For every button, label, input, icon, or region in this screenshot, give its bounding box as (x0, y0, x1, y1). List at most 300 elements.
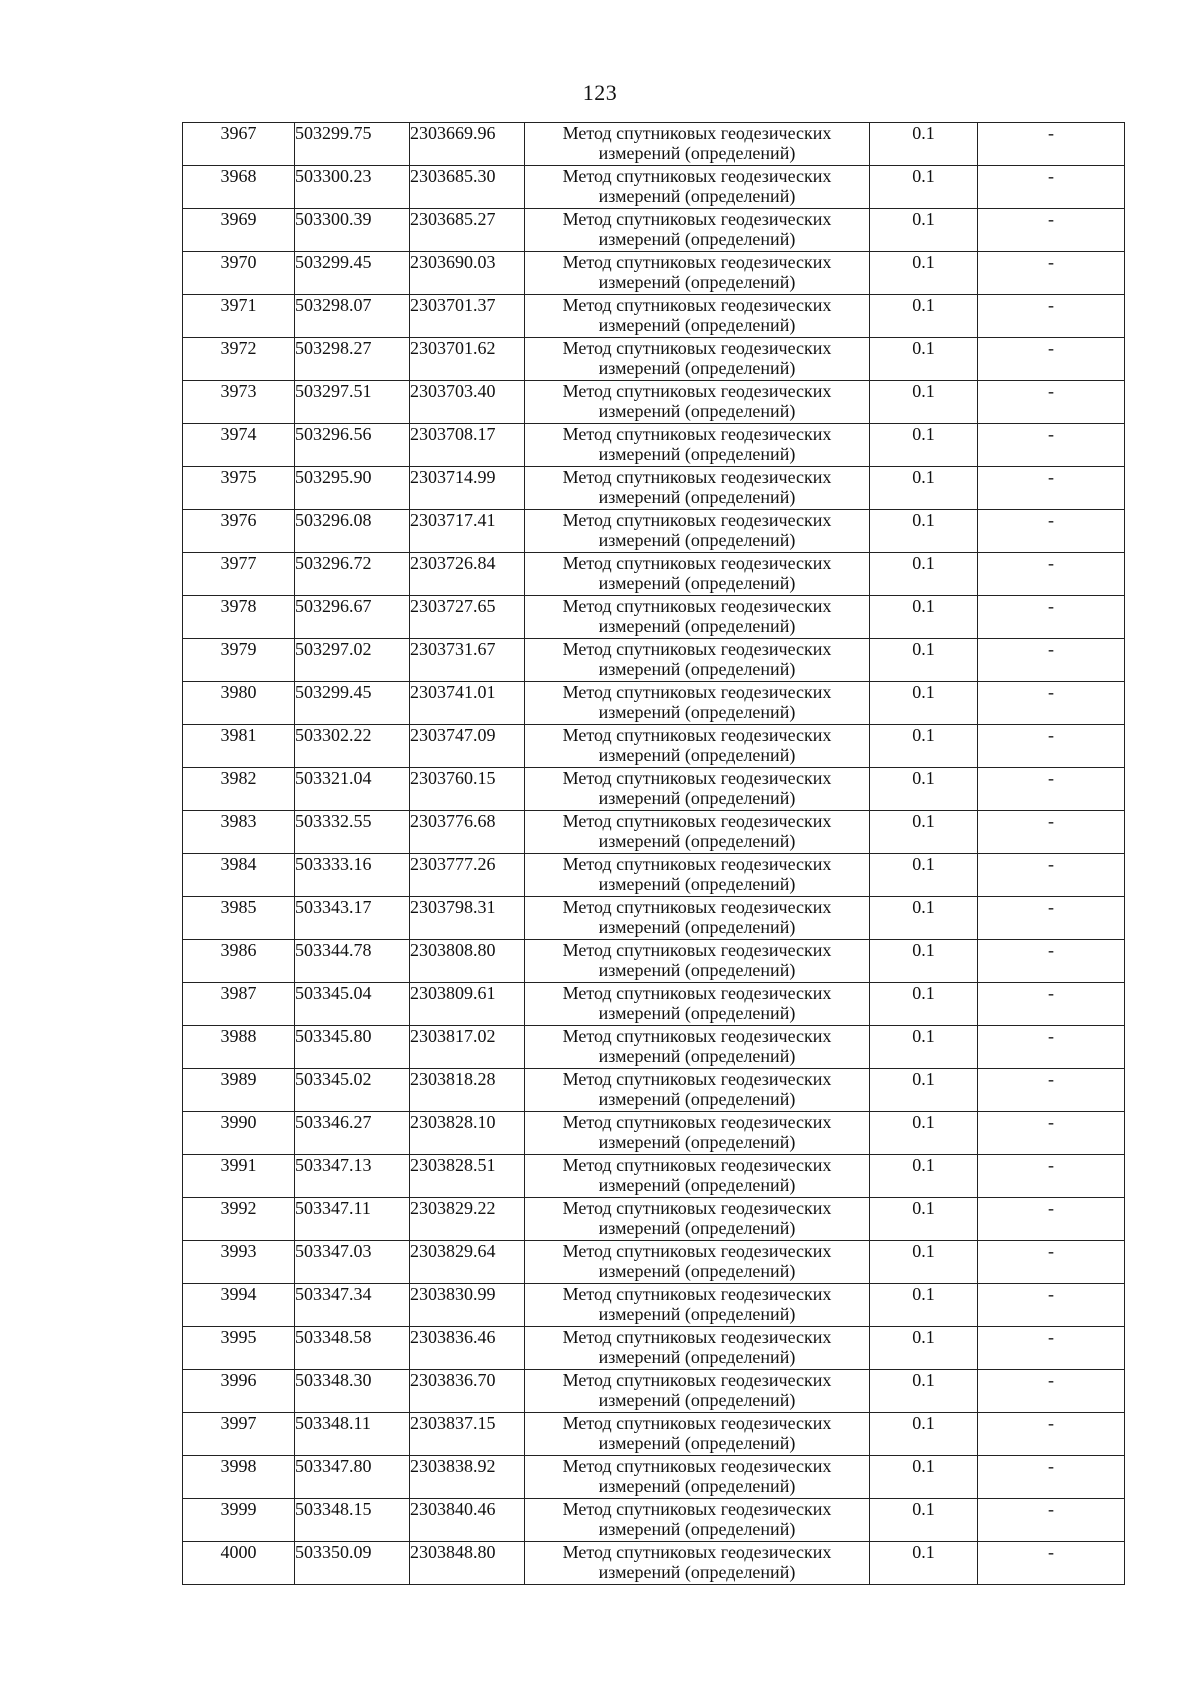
x-coordinate-cell: 503348.15 (295, 1499, 410, 1542)
method-cell (525, 1241, 870, 1284)
method-cell (525, 682, 870, 725)
x-coordinate-cell: 503321.04 (295, 768, 410, 811)
table-row (183, 897, 1125, 940)
method-line-2: измерений (определений) (598, 702, 796, 722)
x-coordinate-cell: 503296.08 (295, 510, 410, 553)
note-cell: - (978, 854, 1125, 897)
method-line-1: Метод спутниковых геодезических (562, 854, 832, 874)
coordinates-table (182, 122, 1125, 1585)
method-line-1: Метод спутниковых геодезических (562, 1413, 832, 1433)
method-line-1: Метод спутниковых геодезических (562, 1284, 832, 1304)
accuracy-cell: 0.1 (870, 1155, 978, 1198)
method-line-1: Метод спутниковых геодезических (562, 123, 832, 143)
method-line-2: измерений (определений) (598, 1304, 796, 1324)
note-cell: - (978, 553, 1125, 596)
y-coordinate-cell: 2303829.22 (410, 1198, 525, 1241)
table-row (183, 1069, 1125, 1112)
point-number-cell: 3992 (183, 1198, 295, 1241)
method-line-1: Метод спутниковых геодезических (562, 768, 832, 788)
note-cell: - (978, 209, 1125, 252)
y-coordinate-cell: 2303817.02 (410, 1026, 525, 1069)
accuracy-cell: 0.1 (870, 295, 978, 338)
point-number-cell: 3987 (183, 983, 295, 1026)
method-line-2: измерений (определений) (598, 831, 796, 851)
method-line-1: Метод спутниковых геодезических (562, 1327, 832, 1347)
y-coordinate-cell: 2303818.28 (410, 1069, 525, 1112)
method-cell (525, 467, 870, 510)
x-coordinate-cell: 503302.22 (295, 725, 410, 768)
table-row (183, 467, 1125, 510)
method-line-1: Метод спутниковых геодезических (562, 1542, 832, 1562)
method-line-1: Метод спутниковых геодезических (562, 424, 832, 444)
note-cell: - (978, 1499, 1125, 1542)
method-line-2: измерений (определений) (598, 960, 796, 980)
accuracy-cell: 0.1 (870, 1456, 978, 1499)
table-row (183, 424, 1125, 467)
point-number-cell: 3994 (183, 1284, 295, 1327)
y-coordinate-cell: 2303836.70 (410, 1370, 525, 1413)
accuracy-cell: 0.1 (870, 1284, 978, 1327)
table-row (183, 596, 1125, 639)
y-coordinate-cell: 2303840.46 (410, 1499, 525, 1542)
table-row (183, 1413, 1125, 1456)
accuracy-cell: 0.1 (870, 123, 978, 166)
point-number-cell: 3969 (183, 209, 295, 252)
method-line-2: измерений (определений) (598, 745, 796, 765)
method-line-2: измерений (определений) (598, 1562, 796, 1582)
method-cell (525, 596, 870, 639)
method-cell (525, 725, 870, 768)
y-coordinate-cell: 2303669.96 (410, 123, 525, 166)
x-coordinate-cell: 503345.04 (295, 983, 410, 1026)
note-cell: - (978, 725, 1125, 768)
table-row (183, 1241, 1125, 1284)
point-number-cell: 3999 (183, 1499, 295, 1542)
note-cell: - (978, 295, 1125, 338)
method-line-1: Метод спутниковых геодезических (562, 1198, 832, 1218)
method-cell (525, 1198, 870, 1241)
table-row (183, 510, 1125, 553)
table-row (183, 1284, 1125, 1327)
point-number-cell: 3995 (183, 1327, 295, 1370)
table-row (183, 725, 1125, 768)
table-row (183, 123, 1125, 166)
note-cell: - (978, 1542, 1125, 1585)
y-coordinate-cell: 2303760.15 (410, 768, 525, 811)
note-cell: - (978, 510, 1125, 553)
table-row (183, 1155, 1125, 1198)
table-row (183, 1542, 1125, 1585)
method-line-2: измерений (определений) (598, 229, 796, 249)
method-line-1: Метод спутниковых геодезических (562, 983, 832, 1003)
method-cell (525, 510, 870, 553)
method-line-1: Метод спутниковых геодезических (562, 553, 832, 573)
point-number-cell: 3984 (183, 854, 295, 897)
point-number-cell: 3998 (183, 1456, 295, 1499)
point-number-cell: 3989 (183, 1069, 295, 1112)
method-cell (525, 1284, 870, 1327)
x-coordinate-cell: 503347.03 (295, 1241, 410, 1284)
x-coordinate-cell: 503347.80 (295, 1456, 410, 1499)
point-number-cell: 3971 (183, 295, 295, 338)
note-cell: - (978, 983, 1125, 1026)
method-line-1: Метод спутниковых геодезических (562, 897, 832, 917)
x-coordinate-cell: 503299.75 (295, 123, 410, 166)
method-cell (525, 424, 870, 467)
method-line-2: измерений (определений) (598, 1089, 796, 1109)
point-number-cell: 3976 (183, 510, 295, 553)
method-cell (525, 1456, 870, 1499)
note-cell: - (978, 1456, 1125, 1499)
method-line-1: Метод спутниковых геодезических (562, 166, 832, 186)
x-coordinate-cell: 503333.16 (295, 854, 410, 897)
point-number-cell: 3980 (183, 682, 295, 725)
method-cell (525, 811, 870, 854)
method-line-1: Метод спутниковых геодезических (562, 725, 832, 745)
note-cell: - (978, 940, 1125, 983)
note-cell: - (978, 123, 1125, 166)
accuracy-cell: 0.1 (870, 510, 978, 553)
method-cell (525, 1413, 870, 1456)
x-coordinate-cell: 503295.90 (295, 467, 410, 510)
x-coordinate-cell: 503348.58 (295, 1327, 410, 1370)
method-cell (525, 252, 870, 295)
method-line-1: Метод спутниковых геодезических (562, 381, 832, 401)
x-coordinate-cell: 503296.67 (295, 596, 410, 639)
method-line-2: измерений (определений) (598, 1476, 796, 1496)
note-cell: - (978, 1155, 1125, 1198)
method-line-2: измерений (определений) (598, 1132, 796, 1152)
accuracy-cell: 0.1 (870, 811, 978, 854)
table-row (183, 166, 1125, 209)
method-line-1: Метод спутниковых геодезических (562, 682, 832, 702)
point-number-cell: 3970 (183, 252, 295, 295)
accuracy-cell: 0.1 (870, 1198, 978, 1241)
y-coordinate-cell: 2303717.41 (410, 510, 525, 553)
y-coordinate-cell: 2303708.17 (410, 424, 525, 467)
table-row (183, 553, 1125, 596)
point-number-cell: 3988 (183, 1026, 295, 1069)
y-coordinate-cell: 2303726.84 (410, 553, 525, 596)
accuracy-cell: 0.1 (870, 467, 978, 510)
method-line-2: измерений (определений) (598, 1261, 796, 1281)
x-coordinate-cell: 503350.09 (295, 1542, 410, 1585)
method-line-2: измерений (определений) (598, 1046, 796, 1066)
point-number-cell: 3979 (183, 639, 295, 682)
note-cell: - (978, 166, 1125, 209)
method-line-2: измерений (определений) (598, 272, 796, 292)
method-line-2: измерений (определений) (598, 917, 796, 937)
table-row (183, 682, 1125, 725)
x-coordinate-cell: 503347.34 (295, 1284, 410, 1327)
y-coordinate-cell: 2303828.10 (410, 1112, 525, 1155)
note-cell: - (978, 1198, 1125, 1241)
x-coordinate-cell: 503297.02 (295, 639, 410, 682)
x-coordinate-cell: 503299.45 (295, 252, 410, 295)
accuracy-cell: 0.1 (870, 682, 978, 725)
point-number-cell: 3986 (183, 940, 295, 983)
table-row (183, 1370, 1125, 1413)
method-cell (525, 381, 870, 424)
method-line-2: измерений (определений) (598, 444, 796, 464)
x-coordinate-cell: 503344.78 (295, 940, 410, 983)
x-coordinate-cell: 503299.45 (295, 682, 410, 725)
point-number-cell: 3968 (183, 166, 295, 209)
method-cell (525, 295, 870, 338)
y-coordinate-cell: 2303829.64 (410, 1241, 525, 1284)
note-cell: - (978, 424, 1125, 467)
accuracy-cell: 0.1 (870, 1370, 978, 1413)
y-coordinate-cell: 2303685.30 (410, 166, 525, 209)
accuracy-cell: 0.1 (870, 768, 978, 811)
table-row (183, 295, 1125, 338)
x-coordinate-cell: 503296.56 (295, 424, 410, 467)
method-line-1: Метод спутниковых геодезических (562, 1112, 832, 1132)
method-cell (525, 1542, 870, 1585)
method-line-2: измерений (определений) (598, 143, 796, 163)
method-line-2: измерений (определений) (598, 1347, 796, 1367)
note-cell: - (978, 1112, 1125, 1155)
accuracy-cell: 0.1 (870, 1241, 978, 1284)
y-coordinate-cell: 2303690.03 (410, 252, 525, 295)
x-coordinate-cell: 503297.51 (295, 381, 410, 424)
note-cell: - (978, 811, 1125, 854)
table-row (183, 252, 1125, 295)
point-number-cell: 3967 (183, 123, 295, 166)
method-line-2: измерений (определений) (598, 1218, 796, 1238)
y-coordinate-cell: 2303828.51 (410, 1155, 525, 1198)
accuracy-cell: 0.1 (870, 983, 978, 1026)
point-number-cell: 3997 (183, 1413, 295, 1456)
table-row (183, 768, 1125, 811)
method-line-2: измерений (определений) (598, 659, 796, 679)
method-line-1: Метод спутниковых геодезических (562, 510, 832, 530)
y-coordinate-cell: 2303777.26 (410, 854, 525, 897)
method-line-2: измерений (определений) (598, 1175, 796, 1195)
method-line-2: измерений (определений) (598, 358, 796, 378)
method-line-2: измерений (определений) (598, 1003, 796, 1023)
y-coordinate-cell: 2303848.80 (410, 1542, 525, 1585)
note-cell: - (978, 338, 1125, 381)
table-row (183, 1198, 1125, 1241)
note-cell: - (978, 381, 1125, 424)
y-coordinate-cell: 2303714.99 (410, 467, 525, 510)
x-coordinate-cell: 503296.72 (295, 553, 410, 596)
table-row (183, 1026, 1125, 1069)
method-line-1: Метод спутниковых геодезических (562, 940, 832, 960)
table-row (183, 639, 1125, 682)
method-cell (525, 553, 870, 596)
x-coordinate-cell: 503300.39 (295, 209, 410, 252)
y-coordinate-cell: 2303838.92 (410, 1456, 525, 1499)
point-number-cell: 4000 (183, 1542, 295, 1585)
x-coordinate-cell: 503298.27 (295, 338, 410, 381)
accuracy-cell: 0.1 (870, 381, 978, 424)
table-row (183, 209, 1125, 252)
note-cell: - (978, 596, 1125, 639)
point-number-cell: 3982 (183, 768, 295, 811)
note-cell: - (978, 252, 1125, 295)
x-coordinate-cell: 503300.23 (295, 166, 410, 209)
x-coordinate-cell: 503346.27 (295, 1112, 410, 1155)
note-cell: - (978, 682, 1125, 725)
accuracy-cell: 0.1 (870, 897, 978, 940)
method-cell (525, 983, 870, 1026)
point-number-cell: 3975 (183, 467, 295, 510)
y-coordinate-cell: 2303701.62 (410, 338, 525, 381)
y-coordinate-cell: 2303701.37 (410, 295, 525, 338)
accuracy-cell: 0.1 (870, 1069, 978, 1112)
x-coordinate-cell: 503348.11 (295, 1413, 410, 1456)
method-cell (525, 1026, 870, 1069)
method-line-2: измерений (определений) (598, 401, 796, 421)
x-coordinate-cell: 503343.17 (295, 897, 410, 940)
method-line-2: измерений (определений) (598, 487, 796, 507)
point-number-cell: 3990 (183, 1112, 295, 1155)
method-line-1: Метод спутниковых геодезических (562, 1241, 832, 1261)
table-row (183, 338, 1125, 381)
y-coordinate-cell: 2303685.27 (410, 209, 525, 252)
point-number-cell: 3972 (183, 338, 295, 381)
accuracy-cell: 0.1 (870, 1499, 978, 1542)
note-cell: - (978, 1026, 1125, 1069)
page-number: 123 (582, 80, 618, 105)
point-number-cell: 3996 (183, 1370, 295, 1413)
x-coordinate-cell: 503345.02 (295, 1069, 410, 1112)
table-row (183, 1456, 1125, 1499)
method-cell (525, 209, 870, 252)
x-coordinate-cell: 503332.55 (295, 811, 410, 854)
method-line-1: Метод спутниковых геодезических (562, 1370, 832, 1390)
y-coordinate-cell: 2303798.31 (410, 897, 525, 940)
method-line-2: измерений (определений) (598, 1390, 796, 1410)
x-coordinate-cell: 503345.80 (295, 1026, 410, 1069)
accuracy-cell: 0.1 (870, 553, 978, 596)
method-line-2: измерений (определений) (598, 573, 796, 593)
accuracy-cell: 0.1 (870, 725, 978, 768)
method-line-1: Метод спутниковых геодезических (562, 209, 832, 229)
point-number-cell: 3974 (183, 424, 295, 467)
method-cell (525, 897, 870, 940)
accuracy-cell: 0.1 (870, 1327, 978, 1370)
method-line-1: Метод спутниковых геодезических (562, 1155, 832, 1175)
x-coordinate-cell: 503298.07 (295, 295, 410, 338)
method-cell (525, 166, 870, 209)
y-coordinate-cell: 2303747.09 (410, 725, 525, 768)
table-row (183, 1327, 1125, 1370)
x-coordinate-cell: 503347.11 (295, 1198, 410, 1241)
y-coordinate-cell: 2303727.65 (410, 596, 525, 639)
table-row (183, 1499, 1125, 1542)
accuracy-cell: 0.1 (870, 1112, 978, 1155)
point-number-cell: 3983 (183, 811, 295, 854)
note-cell: - (978, 639, 1125, 682)
table-row (183, 940, 1125, 983)
method-cell (525, 639, 870, 682)
note-cell: - (978, 897, 1125, 940)
method-line-2: измерений (определений) (598, 186, 796, 206)
accuracy-cell: 0.1 (870, 424, 978, 467)
note-cell: - (978, 1370, 1125, 1413)
method-line-2: измерений (определений) (598, 1433, 796, 1453)
y-coordinate-cell: 2303741.01 (410, 682, 525, 725)
method-cell (525, 123, 870, 166)
y-coordinate-cell: 2303703.40 (410, 381, 525, 424)
method-cell (525, 1112, 870, 1155)
accuracy-cell: 0.1 (870, 252, 978, 295)
note-cell: - (978, 1241, 1125, 1284)
table-row (183, 381, 1125, 424)
method-cell (525, 1327, 870, 1370)
accuracy-cell: 0.1 (870, 639, 978, 682)
point-number-cell: 3973 (183, 381, 295, 424)
method-line-2: измерений (определений) (598, 530, 796, 550)
table-row (183, 983, 1125, 1026)
y-coordinate-cell: 2303776.68 (410, 811, 525, 854)
method-cell (525, 338, 870, 381)
method-line-2: измерений (определений) (598, 616, 796, 636)
accuracy-cell: 0.1 (870, 940, 978, 983)
method-line-2: измерений (определений) (598, 315, 796, 335)
method-cell (525, 854, 870, 897)
method-cell (525, 1370, 870, 1413)
method-cell (525, 940, 870, 983)
method-line-1: Метод спутниковых геодезических (562, 295, 832, 315)
method-line-2: измерений (определений) (598, 874, 796, 894)
accuracy-cell: 0.1 (870, 1026, 978, 1069)
table-row (183, 811, 1125, 854)
accuracy-cell: 0.1 (870, 209, 978, 252)
method-cell (525, 1155, 870, 1198)
point-number-cell: 3977 (183, 553, 295, 596)
point-number-cell: 3981 (183, 725, 295, 768)
y-coordinate-cell: 2303731.67 (410, 639, 525, 682)
point-number-cell: 3991 (183, 1155, 295, 1198)
method-cell (525, 1499, 870, 1542)
y-coordinate-cell: 2303808.80 (410, 940, 525, 983)
method-line-1: Метод спутниковых геодезических (562, 1456, 832, 1476)
note-cell: - (978, 1284, 1125, 1327)
table-body (183, 123, 1125, 1585)
method-line-1: Метод спутниковых геодезических (562, 596, 832, 616)
method-line-2: измерений (определений) (598, 788, 796, 808)
accuracy-cell: 0.1 (870, 1413, 978, 1456)
method-cell (525, 768, 870, 811)
table-row (183, 854, 1125, 897)
note-cell: - (978, 1327, 1125, 1370)
method-cell (525, 1069, 870, 1112)
y-coordinate-cell: 2303809.61 (410, 983, 525, 1026)
method-line-2: измерений (определений) (598, 1519, 796, 1539)
point-number-cell: 3993 (183, 1241, 295, 1284)
table-row (183, 1112, 1125, 1155)
accuracy-cell: 0.1 (870, 166, 978, 209)
method-line-1: Метод спутниковых геодезических (562, 1499, 832, 1519)
accuracy-cell: 0.1 (870, 596, 978, 639)
x-coordinate-cell: 503348.30 (295, 1370, 410, 1413)
point-number-cell: 3985 (183, 897, 295, 940)
method-line-1: Метод спутниковых геодезических (562, 1069, 832, 1089)
method-line-1: Метод спутниковых геодезических (562, 1026, 832, 1046)
point-number-cell: 3978 (183, 596, 295, 639)
method-line-1: Метод спутниковых геодезических (562, 338, 832, 358)
note-cell: - (978, 1069, 1125, 1112)
accuracy-cell: 0.1 (870, 854, 978, 897)
y-coordinate-cell: 2303830.99 (410, 1284, 525, 1327)
accuracy-cell: 0.1 (870, 338, 978, 381)
method-line-1: Метод спутниковых геодезических (562, 252, 832, 272)
method-line-1: Метод спутниковых геодезических (562, 811, 832, 831)
